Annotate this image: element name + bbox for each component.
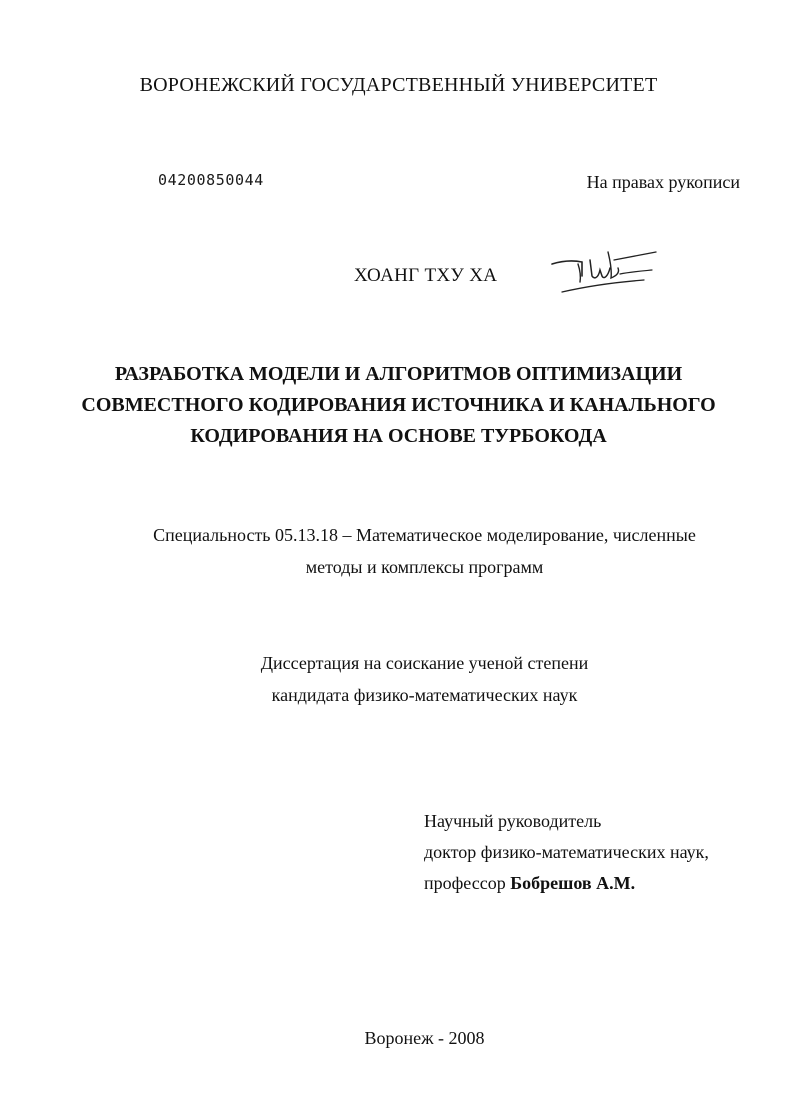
specialty-block (0, 519, 797, 583)
registry-code: 04200850044 (158, 171, 264, 189)
degree-line: Диссертация на соискание ученой степени (260, 653, 589, 673)
city-year: Воронеж - 2008 (364, 1028, 485, 1048)
title-line: СОВМЕСТНОГО КОДИРОВАНИЯ ИСТОЧНИКА И КАНАЛЬНОГО (81, 394, 716, 416)
title-line: РАЗРАБОТКА МОДЕЛИ И АЛГОРИТМОВ ОПТИМИЗАЦИИ (114, 363, 683, 385)
specialty-line: методы и комплексы программ (305, 557, 544, 577)
university-name: ВОРОНЕЖСКИЙ ГОСУДАРСТВЕННЫЙ УНИВЕРСИТЕТ (139, 74, 658, 96)
supervisor-title-line (424, 868, 709, 899)
supervisor-block (424, 806, 709, 899)
author-name: ХОАНГ ТХУ ХА (354, 265, 498, 286)
title-line: КОДИРОВАНИЯ НА ОСНОВЕ ТУРБОКОДА (190, 425, 607, 447)
supervisor-role: Научный руководитель (424, 811, 602, 831)
manuscript-rights-note: На правах рукописи (586, 172, 740, 192)
supervisor-title-prefix: профессор (424, 873, 506, 893)
author-signature (548, 246, 660, 298)
supervisor-degree: доктор физико-математических наук, (424, 842, 709, 862)
specialty-line: Специальность 05.13.18 – Математическое моделирование, численные (153, 525, 696, 545)
supervisor-name: Бобрешов А.М. (510, 873, 636, 893)
dissertation-title (0, 359, 797, 452)
degree-statement (0, 647, 797, 711)
degree-line: кандидата физико-математических наук (271, 685, 578, 705)
